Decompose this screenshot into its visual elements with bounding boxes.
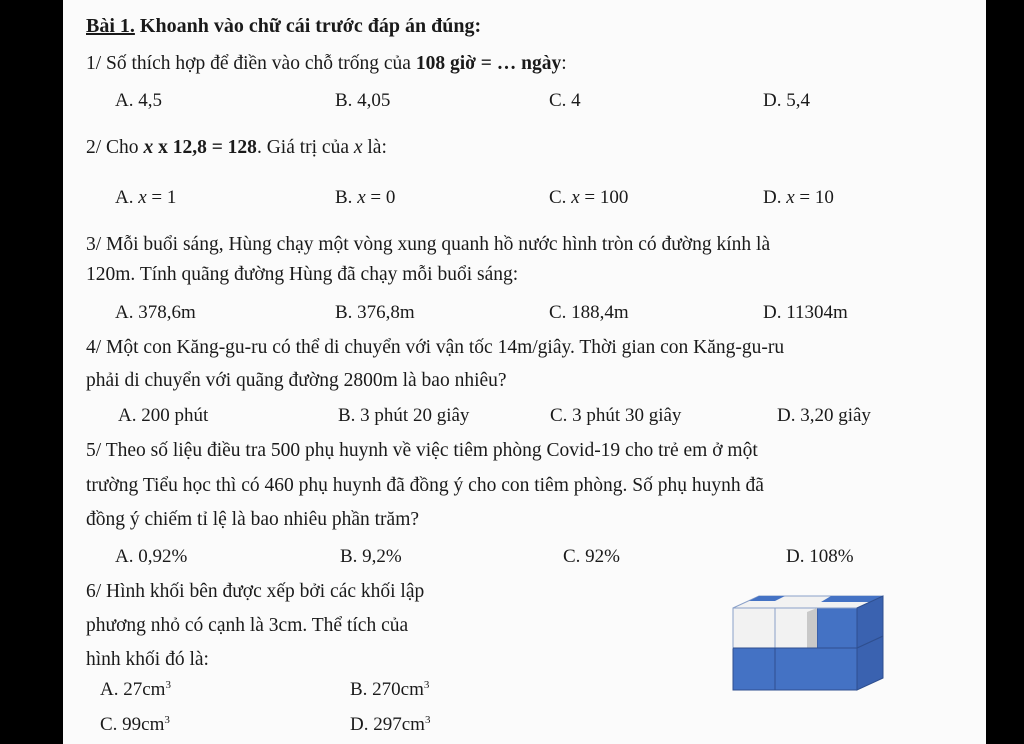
question-5-line-2: trường Tiểu học thì có 460 phụ huynh đã đồng ý cho con tiêm phòng. Số phụ huynh đã <box>86 475 764 496</box>
option-label: A. 27cm <box>100 679 166 700</box>
q5-option-c[interactable]: C. 92% <box>563 546 620 567</box>
option-var: x <box>786 187 795 208</box>
q6-option-c[interactable] <box>100 713 170 737</box>
q4-option-b[interactable]: B. 3 phút 20 giây <box>338 405 470 426</box>
q1-option-d[interactable]: D. 5,4 <box>763 90 810 111</box>
cube-top-front-3 <box>817 608 857 648</box>
q2-option-a[interactable] <box>115 186 176 210</box>
question-4-line-2: phải di chuyển với quãng đường 2800m là bao nhiêu? <box>86 370 507 391</box>
option-label: D. 297cm <box>350 714 425 735</box>
exercise-number: Bài 1. <box>86 15 135 37</box>
q2-option-c[interactable] <box>549 186 628 210</box>
question-2-suffix: là: <box>362 137 387 158</box>
option-label: C. 99cm <box>100 714 165 735</box>
q3-option-c[interactable]: C. 188,4m <box>549 302 629 323</box>
option-exponent: 3 <box>424 714 431 726</box>
q4-option-d[interactable]: D. 3,20 giây <box>777 405 871 426</box>
question-2 <box>86 136 387 160</box>
question-1-suffix: : <box>561 53 567 74</box>
option-var: x <box>138 187 147 208</box>
option-exponent: 3 <box>423 679 430 691</box>
option-rest: = 100 <box>579 187 629 208</box>
option-letter: D. <box>763 187 787 208</box>
q6-option-d[interactable] <box>350 713 430 737</box>
option-var: x <box>571 187 580 208</box>
q6-option-b[interactable] <box>350 678 429 702</box>
q5-option-a[interactable]: A. 0,92% <box>115 546 188 567</box>
question-6-line-2: phương nhỏ có cạnh là 3cm. Thể tích của <box>86 615 409 636</box>
worksheet-page <box>63 0 986 744</box>
question-2-bold: x 12,8 = 128 <box>153 137 257 158</box>
question-3-line-1: 3/ Mỗi buổi sáng, Hùng chạy một vòng xung quanh hồ nước hình tròn có đường kính là <box>86 234 771 255</box>
exercise-instruction: Khoanh vào chữ cái trước đáp án đúng: <box>134 15 482 37</box>
option-rest: = 0 <box>365 187 396 208</box>
question-6-line-1: 6/ Hình khối bên được xếp bởi các khối lập <box>86 581 425 602</box>
q2-option-b[interactable] <box>335 186 395 210</box>
cube-figure <box>731 590 891 695</box>
q5-option-d[interactable]: D. 108% <box>786 546 854 567</box>
cube-top-front-1 <box>733 608 775 648</box>
q1-option-b[interactable]: B. 4,05 <box>335 90 391 111</box>
cube-bottom-front <box>733 648 857 690</box>
question-5-line-3: đồng ý chiếm tỉ lệ là bao nhiêu phần trăm? <box>86 509 420 530</box>
option-rest: = 10 <box>794 187 834 208</box>
q4-option-c[interactable]: C. 3 phút 30 giây <box>550 405 682 426</box>
option-label: B. 270cm <box>350 679 424 700</box>
option-exponent: 3 <box>165 679 171 691</box>
option-exponent: 3 <box>164 714 170 726</box>
exercise-heading <box>86 14 481 38</box>
option-letter: B. <box>335 187 358 208</box>
q3-option-a[interactable]: A. 378,6m <box>115 302 196 323</box>
q3-option-b[interactable]: B. 376,8m <box>335 302 415 323</box>
q6-option-a[interactable] <box>100 678 171 702</box>
question-1-bold: 108 giờ = … ngày <box>415 53 562 74</box>
option-var: x <box>357 187 366 208</box>
q3-option-d[interactable]: D. 11304m <box>763 302 848 323</box>
option-rest: = 1 <box>146 187 177 208</box>
q5-option-b[interactable]: B. 9,2% <box>340 546 402 567</box>
question-6-line-3: hình khối đó là: <box>86 649 209 670</box>
question-3-line-2: 120m. Tính quãng đường Hùng đã chạy mỗi buổi sáng: <box>86 264 519 285</box>
question-2-var2: x <box>353 137 363 158</box>
q1-option-a[interactable]: A. 4,5 <box>115 90 162 111</box>
question-5-line-1: 5/ Theo số liệu điều tra 500 phụ huynh về việc tiêm phòng Covid-19 cho trẻ em ở một <box>86 440 758 461</box>
cube-shade <box>807 608 817 648</box>
question-2-var: x <box>143 137 154 158</box>
question-1-prefix: 1/ Số thích hợp để điền vào chỗ trống của <box>86 53 416 74</box>
question-4-line-1: 4/ Một con Kăng-gu-ru có thể di chuyển với vận tốc 14m/giây. Thời gian con Kăng-gu-ru <box>86 337 785 358</box>
q4-option-a[interactable]: A. 200 phút <box>118 405 209 426</box>
question-2-prefix: 2/ Cho <box>86 137 144 158</box>
q1-option-c[interactable]: C. 4 <box>549 90 581 111</box>
question-2-mid: . Giá trị của <box>256 137 354 158</box>
option-letter: C. <box>549 187 572 208</box>
q2-option-d[interactable] <box>763 186 834 210</box>
option-letter: A. <box>115 187 139 208</box>
question-1 <box>86 52 567 76</box>
